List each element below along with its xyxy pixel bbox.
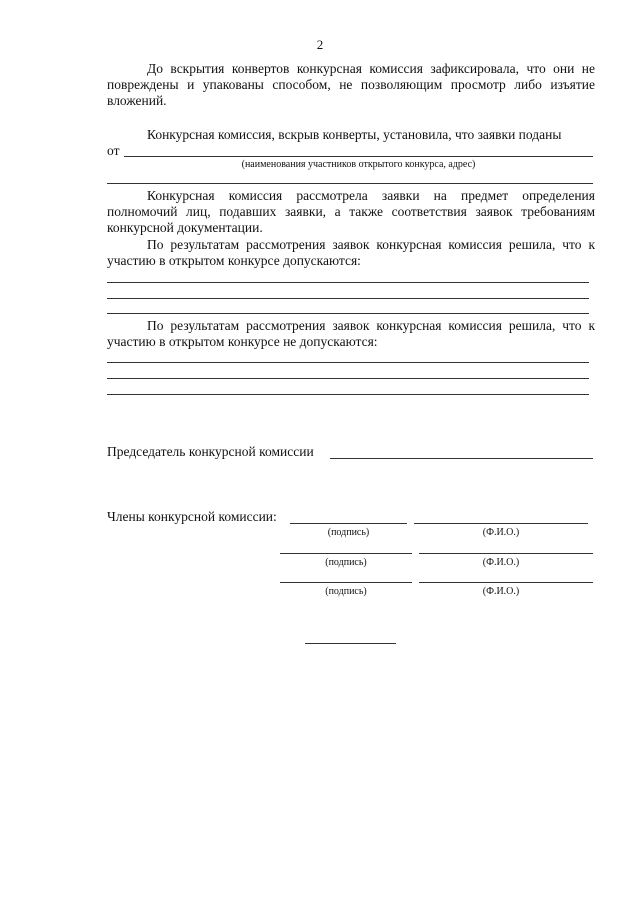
end-separator-line bbox=[305, 643, 396, 644]
not-admitted-line-1 bbox=[107, 362, 589, 363]
paragraph-admitted: По результатам рассмотрения заявок конкурсная комиссия решила, что к участию в открытом конкурсе допускаются: bbox=[107, 237, 595, 268]
participants-caption: (наименования участников открытого конкурса, адрес) bbox=[241, 159, 476, 170]
not-admitted-line-3 bbox=[107, 394, 589, 395]
member-1-signature-line bbox=[290, 523, 407, 524]
page-number: 2 bbox=[316, 37, 324, 52]
participants-line-2 bbox=[107, 183, 593, 184]
admitted-line-1 bbox=[107, 282, 589, 283]
member-2-name-caption: (Ф.И.О.) bbox=[482, 557, 520, 568]
paragraph-opened: Конкурсная комиссия, вскрыв конверты, установила, что заявки поданы bbox=[147, 127, 562, 142]
admitted-line-3 bbox=[107, 313, 589, 314]
member-2-signature-line bbox=[280, 553, 412, 554]
paragraph-envelopes: До вскрытия конвертов конкурсная комиссия зафиксировала, что они не повреждены и упакованы способом, не позволяющим просмотр либо изъятие вложений. bbox=[107, 61, 595, 108]
paragraph-not-admitted: По результатам рассмотрения заявок конкурсная комиссия решила, что к участию в открытом конкурсе не допускаются: bbox=[107, 318, 595, 349]
participants-line bbox=[124, 156, 593, 157]
member-3-signature-line bbox=[280, 582, 412, 583]
member-3-name-caption: (Ф.И.О.) bbox=[482, 586, 520, 597]
paragraph-reviewed: Конкурсная комиссия рассмотрела заявки на предмет определения полномочий лиц, подавших заявки, а также соответствия заявок требованиям конкурсной документации. bbox=[107, 188, 595, 235]
member-2-signature-caption: (подпись) bbox=[325, 557, 367, 568]
members-label: Члены конкурсной комиссии: bbox=[107, 509, 277, 524]
from-label: от bbox=[107, 143, 120, 158]
not-admitted-line-2 bbox=[107, 378, 589, 379]
admitted-line-2 bbox=[107, 298, 589, 299]
member-1-name-caption: (Ф.И.О.) bbox=[482, 527, 520, 538]
member-2-name-line bbox=[419, 553, 593, 554]
member-3-signature-caption: (подпись) bbox=[325, 586, 367, 597]
member-1-name-line bbox=[414, 523, 588, 524]
member-1-signature-caption: (подпись) bbox=[327, 527, 370, 538]
chairman-label: Председатель конкурсной комиссии bbox=[107, 444, 314, 459]
chairman-signature-line bbox=[330, 458, 593, 459]
member-3-name-line bbox=[419, 582, 593, 583]
